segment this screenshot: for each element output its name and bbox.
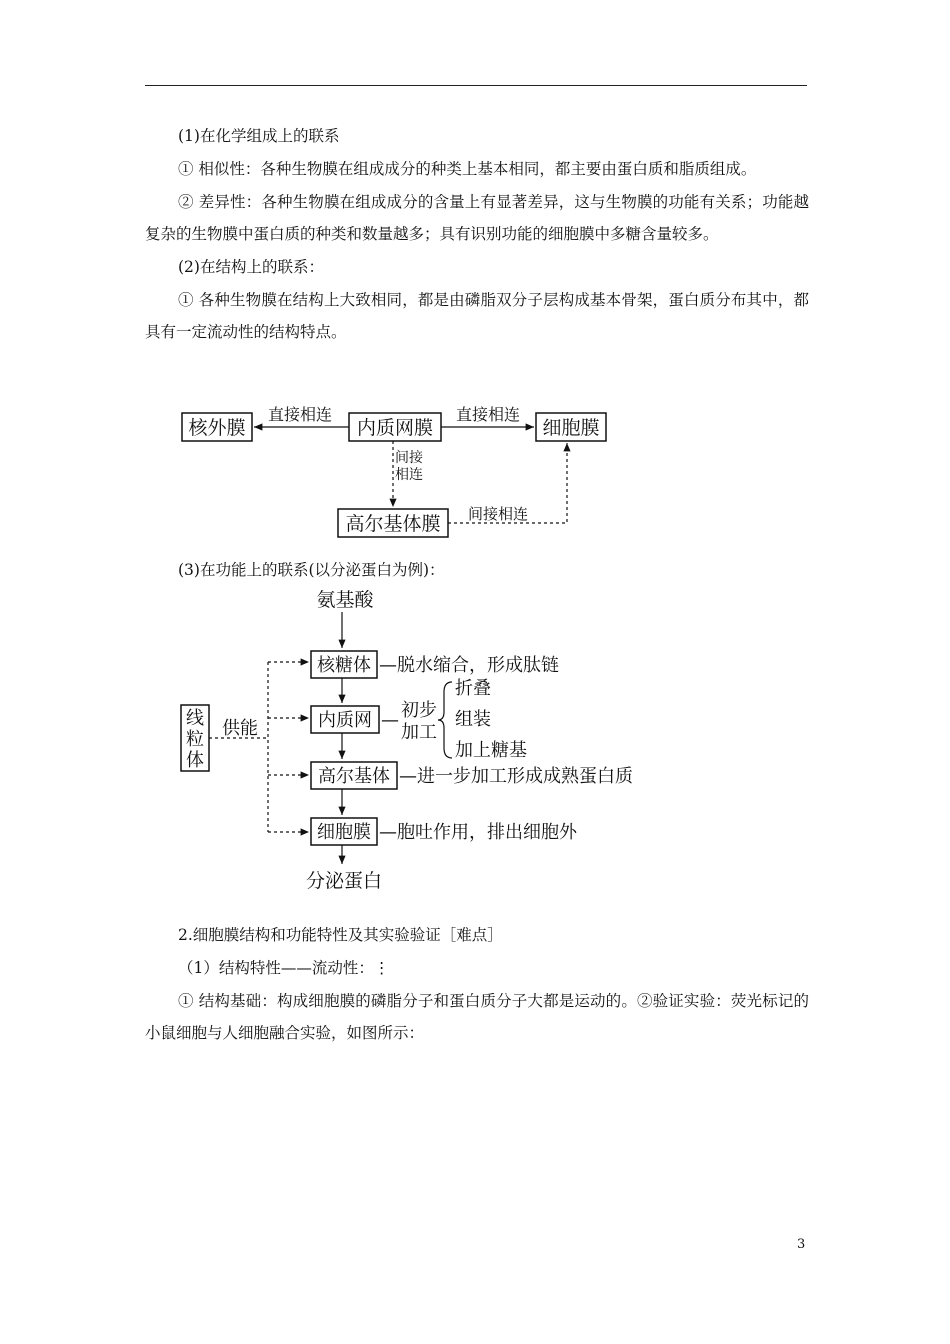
outer-nuclear-label: 核外膜: [188, 417, 246, 439]
golgi-desc: —进一步加工形成成熟蛋白质: [399, 766, 633, 787]
mito-char-2: 粒: [186, 729, 204, 750]
para-structure-title: (2)在结构上的联系：: [178, 258, 324, 276]
er-label-2: 内质网: [318, 710, 372, 731]
para-fluidity: （1）结构特性——流动性：⋮: [178, 959, 390, 977]
para-basis: ① 结构基础：构成细胞膜的磷脂分子和蛋白质分子大都是运动的。②验证实验：荧光标记的小鼠细胞与人细胞融合实验，如图所示：: [145, 992, 809, 1042]
para-structure: ① 各种生物膜在结构上大致相同，都是由磷脂双分子层构成基本骨架，蛋白质分布其中，都具有一定流动性的结构特点。: [145, 291, 809, 341]
indirect-h-label: 间接相连: [467, 505, 529, 523]
brace: [438, 682, 452, 758]
para-similarity: ① 相似性：各种生物膜在组成成分的种类上基本相同，都主要由蛋白质和脂质组成。: [178, 160, 757, 178]
para-difference: ② 差异性：各种生物膜在组成成分的含量上有显著差异，这与生物膜的功能有关系；功能越复杂的生物膜中蛋白质的种类和数量越多；具有识别功能的细胞膜中多糖含量较多。: [145, 193, 809, 243]
page-number: 3: [797, 1237, 806, 1252]
golgi-label: 高尔基体膜: [345, 513, 441, 535]
er-dash: —: [381, 710, 399, 731]
er-label: 内质网膜: [356, 417, 434, 439]
mito-char-3: 体: [186, 750, 204, 771]
para-function-title: (3)在功能上的联系(以分泌蛋白为例)：: [178, 561, 445, 579]
ribosome-desc: —脱水缩合，形成肽链: [379, 655, 559, 676]
golgi-label-2: 高尔基体: [318, 766, 390, 787]
cell-membrane-label-2: 细胞膜: [317, 822, 371, 843]
indirect-v2-label: 相连: [395, 467, 423, 483]
cell-membrane-desc: —胞吐作用，排出细胞外: [379, 822, 577, 843]
cell-membrane-label: 细胞膜: [542, 417, 600, 439]
initial-processing-1: 初步: [401, 700, 437, 721]
secreted-protein-label: 分泌蛋白: [305, 870, 383, 892]
para-section2-title: 2.细胞膜结构和功能特性及其实验验证［难点］: [178, 926, 503, 944]
initial-processing-2: 加工: [401, 722, 437, 743]
supply-label: 供能: [222, 718, 258, 739]
indirect-v1-label: 间接: [395, 450, 423, 466]
mito-char-1: 线: [186, 708, 204, 729]
add-sugar-label: 加上糖基: [455, 740, 527, 761]
assemble-label: 组装: [455, 709, 491, 730]
direct-right-label: 直接相连: [455, 405, 521, 424]
fold-label: 折叠: [455, 678, 491, 699]
para-chem-title: (1)在化学组成上的联系: [178, 127, 340, 145]
amino-acid-label: 氨基酸: [316, 589, 374, 611]
ribosome-label: 核糖体: [317, 655, 371, 676]
direct-left-label: 直接相连: [267, 405, 333, 424]
